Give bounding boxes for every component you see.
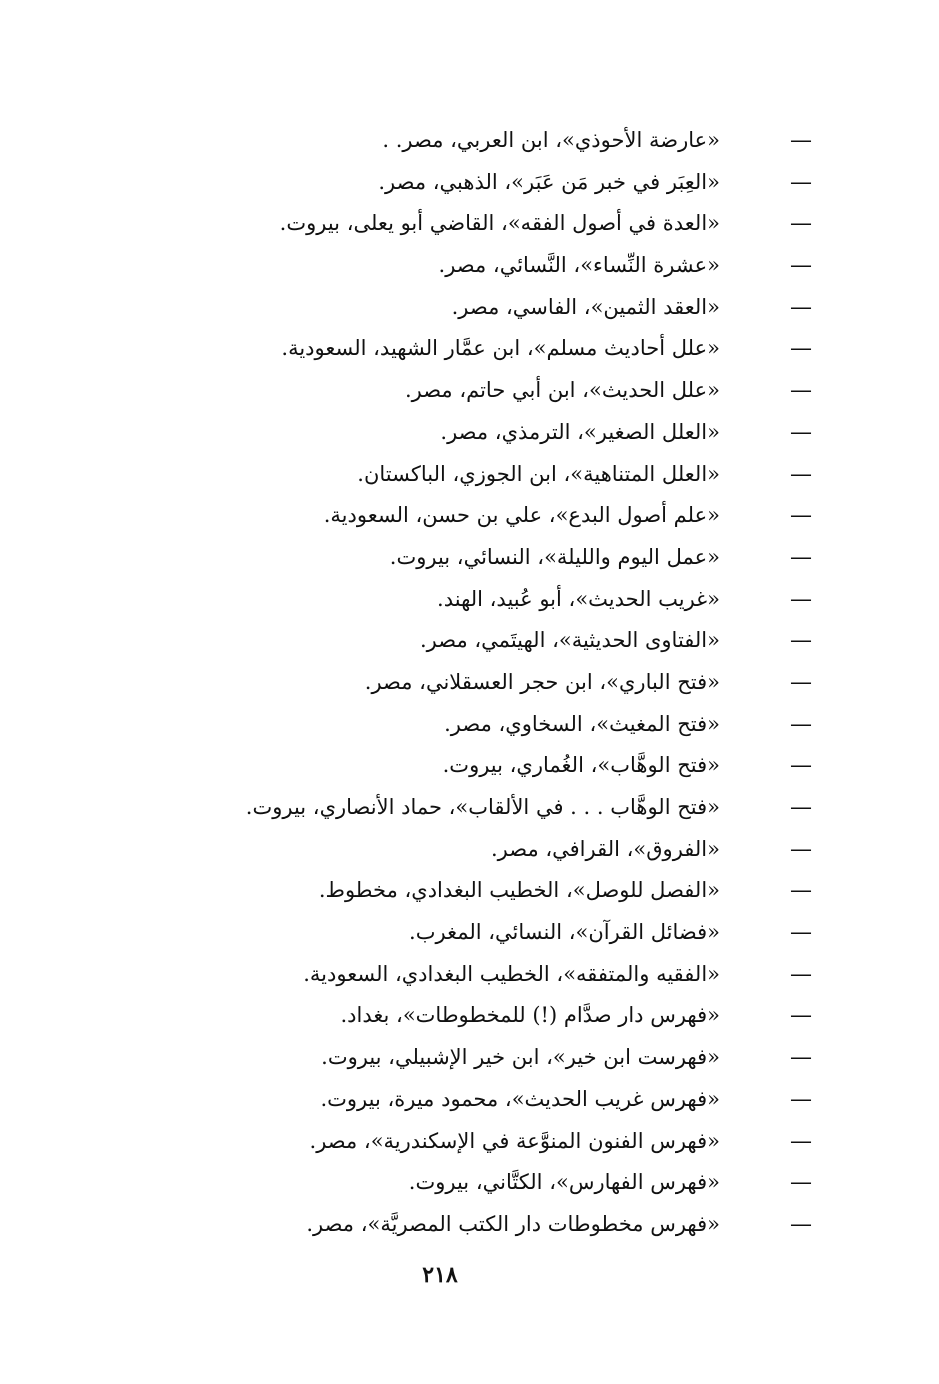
list-dash: — xyxy=(790,128,812,153)
page-number: ٢١٨ xyxy=(422,1262,458,1288)
reference-text: «العلل الصغير»، الترمذي، مصر. xyxy=(440,419,720,444)
reference-item xyxy=(120,620,820,662)
list-dash: — xyxy=(790,836,812,862)
list-dash: — xyxy=(790,1128,812,1154)
reference-item xyxy=(120,1079,820,1121)
reference-item xyxy=(120,203,820,245)
reference-item xyxy=(120,287,820,329)
list-dash: — xyxy=(790,1086,812,1112)
reference-item xyxy=(120,745,820,787)
list-dash: — xyxy=(790,711,812,737)
reference-text: «علم أصول البدع»، علي بن حسن، السعودية. xyxy=(323,503,720,528)
reference-text: «فهرس الفهارس»، الكتَّاني، بيروت. xyxy=(408,1170,720,1195)
list-dash: — xyxy=(790,211,812,237)
reference-item xyxy=(120,370,820,412)
reference-text: «الفقيه والمتفقه»، الخطيب البغدادي، السعودية. xyxy=(303,961,720,986)
reference-item xyxy=(120,162,820,204)
reference-item xyxy=(120,412,820,454)
list-dash: — xyxy=(790,336,812,362)
list-dash: — xyxy=(790,169,812,195)
list-dash: — xyxy=(790,878,812,904)
list-dash: — xyxy=(790,586,812,612)
reference-item xyxy=(120,995,820,1037)
list-dash: — xyxy=(790,1211,812,1237)
list-dash: — xyxy=(790,294,812,320)
reference-item xyxy=(120,954,820,996)
list-dash: — xyxy=(790,920,812,946)
reference-item xyxy=(120,495,820,537)
reference-text: «الفروق»، القرافي، مصر. xyxy=(490,836,720,861)
reference-text: «فضائل القرآن»، النسائي، المغرب. xyxy=(409,920,720,945)
reference-item xyxy=(120,1162,820,1204)
list-dash: — xyxy=(790,253,812,279)
reference-text: «فهرس غريب الحديث»، محمود ميرة، بيروت. xyxy=(320,1086,720,1111)
list-dash: — xyxy=(790,419,812,445)
reference-text: «غريب الحديث»، أبو عُبيد، الهند. xyxy=(437,586,720,611)
list-dash: — xyxy=(790,461,812,487)
reference-item xyxy=(120,870,820,912)
list-dash: — xyxy=(790,1170,812,1196)
reference-text: «الفصل للوصل»، الخطيب البغدادي، مخطوط. xyxy=(318,878,720,903)
reference-text: «فتح الوهَّاب . . . في الألقاب»، حماد الأنصاري، بيروت. xyxy=(245,795,720,819)
reference-item xyxy=(120,1121,820,1163)
reference-text: «عمل اليوم والليلة»، النسائي، بيروت. xyxy=(389,544,720,569)
reference-text: «فهرس دار صدَّام (!) للمخطوطات»، بغداد. xyxy=(340,1003,720,1028)
reference-text: «عارضة الأحوذي»، ابن العربي، مصر. . xyxy=(382,128,720,152)
reference-text: «علل أحاديث مسلم»، ابن عمَّار الشهيد، السعودية. xyxy=(281,336,720,361)
reference-text: «العِبَر في خبر مَن عَبَر»، الذهبي، مصر. xyxy=(378,169,720,194)
reference-item xyxy=(120,120,820,162)
list-dash: — xyxy=(790,1045,812,1071)
list-dash: — xyxy=(790,753,812,779)
reference-text: «فهرست ابن خير»، ابن خير الإشبيلي، بيروت. xyxy=(321,1045,720,1070)
reference-item xyxy=(120,662,820,704)
reference-item xyxy=(120,328,820,370)
list-dash: — xyxy=(790,378,812,404)
list-dash: — xyxy=(790,795,812,820)
reference-item xyxy=(120,829,820,871)
list-dash: — xyxy=(790,628,812,654)
list-dash: — xyxy=(790,669,812,695)
list-dash: — xyxy=(790,503,812,529)
reference-text: «فتح المغيث»، السخاوي، مصر. xyxy=(444,711,720,736)
reference-text: «فتح الوهَّاب»، الغُماري، بيروت. xyxy=(442,753,720,778)
reference-list xyxy=(120,120,820,1246)
reference-item xyxy=(120,912,820,954)
list-dash: — xyxy=(790,961,812,987)
reference-text: «فهرس مخطوطات دار الكتب المصريَّة»، مصر. xyxy=(306,1211,720,1236)
reference-item xyxy=(120,454,820,496)
reference-item xyxy=(120,245,820,287)
reference-text: «العلل المتناهية»، ابن الجوزي، الباكستان. xyxy=(357,461,720,486)
reference-item xyxy=(120,537,820,579)
reference-item xyxy=(120,1037,820,1079)
reference-text: «فتح الباري»، ابن حجر العسقلاني، مصر. xyxy=(364,669,720,694)
reference-text: «الفتاوى الحديثية»، الهيتَمي، مصر. xyxy=(420,628,720,653)
reference-item xyxy=(120,704,820,746)
reference-text: «فهرس الفنون المنوَّعة في الإسكندرية»، مصر. xyxy=(309,1128,720,1153)
reference-text: «العدة في أصول الفقه»، القاضي أبو يعلى، بيروت. xyxy=(279,211,720,236)
list-dash: — xyxy=(790,544,812,570)
reference-text: «العقد الثمين»، الفاسي، مصر. xyxy=(451,294,720,319)
reference-item xyxy=(120,579,820,621)
reference-text: «عشرة النِّساء»، النَّسائي، مصر. xyxy=(438,253,720,278)
reference-item xyxy=(120,787,820,829)
reference-item xyxy=(120,1204,820,1246)
reference-text: «علل الحديث»، ابن أبي حاتم، مصر. xyxy=(404,378,720,403)
list-dash: — xyxy=(790,1003,812,1029)
